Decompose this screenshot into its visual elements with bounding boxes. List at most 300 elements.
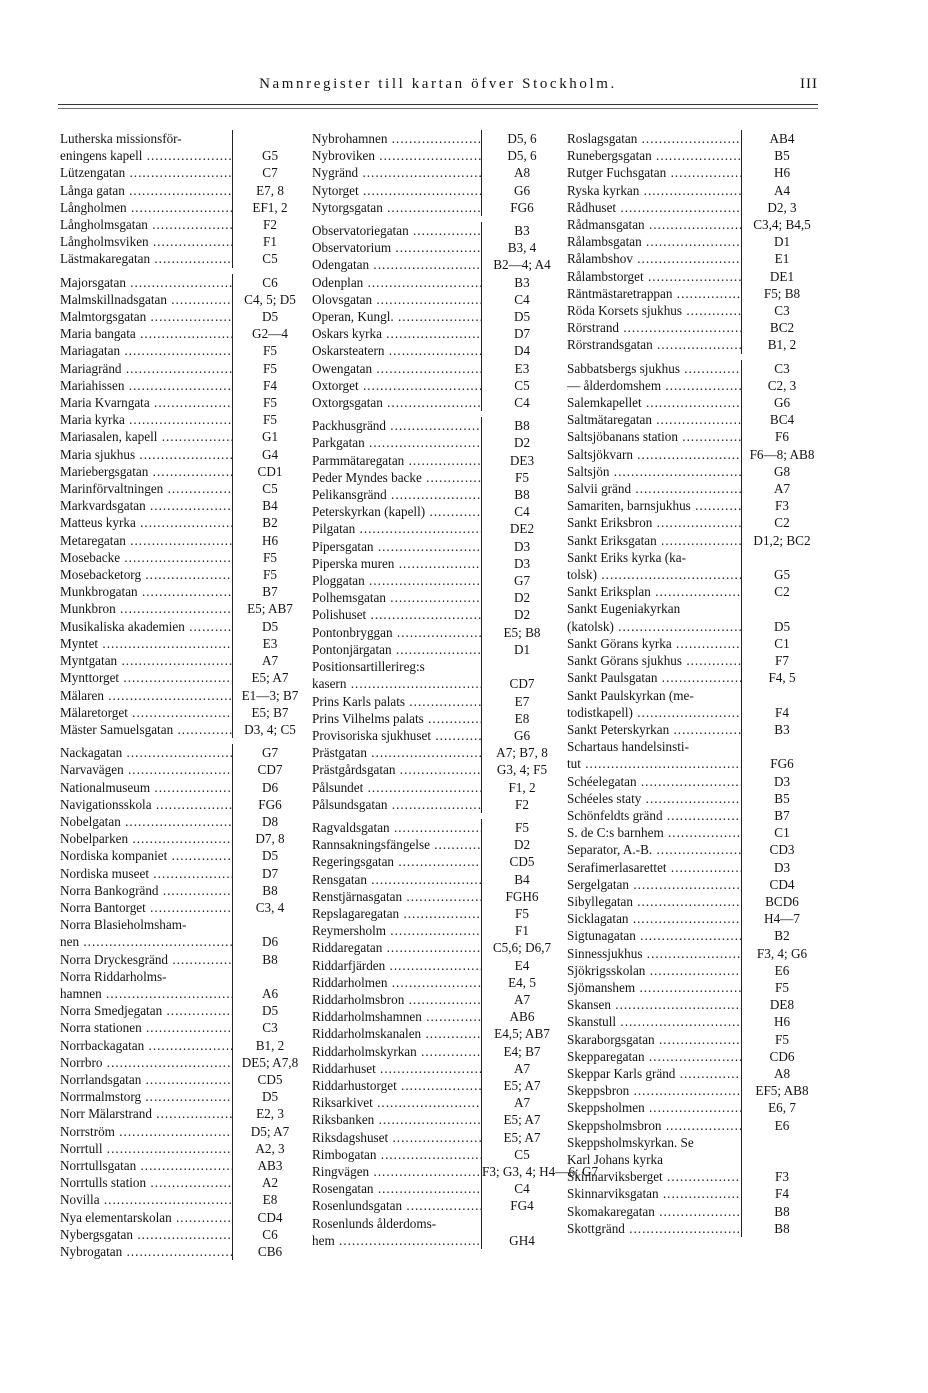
entry-term: Maria Kvarngata .....	[60, 394, 233, 411]
index-entry	[60, 951, 307, 968]
header-rule-thin	[58, 108, 818, 109]
entry-map-ref: FGH6	[505, 888, 539, 904]
index-entry	[312, 693, 562, 710]
index-entry	[567, 233, 822, 250]
entry-map-ref: D3	[773, 773, 791, 789]
entry-term: Peder Myndes backe .....	[312, 469, 482, 486]
index-entry	[567, 566, 822, 583]
entry-term: Maria sjukhus .....	[60, 446, 233, 463]
entry-map-ref: DE3	[509, 452, 535, 468]
index-entry	[312, 624, 562, 641]
entry-map-ref: F2	[263, 217, 277, 233]
index-entry	[312, 360, 562, 377]
entry-term: Nybrohamnen .....	[312, 130, 482, 147]
entry-map-ref: F3, 4; G6	[756, 945, 808, 961]
entry-map-ref: F7	[775, 653, 789, 669]
index-entry	[567, 147, 822, 164]
entry-map-ref: G7	[261, 745, 279, 761]
index-entry	[567, 164, 822, 181]
entry-term: Rensgatan .....	[312, 871, 482, 888]
entry-map-ref: CD5	[509, 854, 535, 870]
index-entry	[567, 411, 822, 428]
index-entry	[567, 268, 822, 285]
index-entry	[312, 325, 562, 342]
entry-term: Parkgatan .....	[312, 434, 482, 451]
index-entry	[567, 285, 822, 302]
entry-term: Rörstrandsgatan .....	[567, 336, 742, 353]
entry-map-ref: E5; A7	[503, 1112, 541, 1128]
entry-map-ref: E5; A7	[251, 670, 289, 686]
index-entry	[312, 853, 562, 870]
index-entry	[312, 974, 562, 991]
index-entry	[312, 1180, 562, 1197]
index-entry	[60, 916, 307, 933]
index-entry	[60, 1071, 307, 1088]
index-entry	[60, 1209, 307, 1226]
entry-term: Riddarhustorget .....	[312, 1077, 482, 1094]
index-entry	[60, 291, 307, 308]
index-entry	[60, 274, 307, 291]
entry-map-ref: F5	[515, 905, 529, 921]
entry-term: Skansen .....	[567, 996, 742, 1013]
index-entry	[312, 641, 562, 658]
entry-term: Skaraborgsgatan .....	[567, 1031, 742, 1048]
entry-map-ref: E1	[774, 251, 790, 267]
index-entry	[312, 1008, 562, 1025]
index-entry	[312, 417, 562, 434]
entry-map-ref: A7	[513, 991, 531, 1007]
entry-map-ref: D7	[261, 865, 279, 881]
index-entry	[567, 1048, 822, 1065]
entry-term: Saltsjökvarn .....	[567, 446, 742, 463]
entry-map-ref: C5,6; D6,7	[492, 940, 552, 956]
index-entry	[60, 704, 307, 721]
entry-map-ref: B8	[774, 1203, 790, 1219]
entry-map-ref: F4	[775, 1186, 789, 1202]
entry-term: Karl Johans kyrka	[567, 1151, 742, 1168]
index-entry	[60, 549, 307, 566]
entry-term: Mosebacketorg .....	[60, 566, 233, 583]
entry-map-ref: D5	[261, 309, 279, 325]
entry-map-ref: FG4	[510, 1198, 534, 1214]
index-entry	[60, 882, 307, 899]
entry-term: Norra Blasieholmsham-	[60, 916, 233, 933]
index-entry	[60, 744, 307, 761]
entry-map-ref: AB6	[509, 1009, 535, 1025]
entry-term: Nybroviken .....	[312, 147, 482, 164]
index-entry	[312, 434, 562, 451]
index-entry	[567, 755, 822, 772]
entry-map-ref: A7	[513, 1095, 531, 1111]
entry-map-ref: F6—8; AB8	[749, 446, 815, 462]
entry-map-ref: A7	[773, 481, 791, 497]
entry-term: hem .....	[312, 1232, 482, 1249]
entry-map-ref: D5	[261, 1089, 279, 1105]
index-entry	[567, 1203, 822, 1220]
entry-term: Repslagaregatan .....	[312, 905, 482, 922]
entry-map-ref: B2—4; A4	[493, 257, 551, 273]
entry-map-ref: CD4	[769, 876, 795, 892]
index-entry	[567, 1013, 822, 1030]
index-entry	[312, 905, 562, 922]
entry-term: Skeppsholmen .....	[567, 1099, 742, 1116]
entry-map-ref: C6	[262, 1226, 278, 1242]
index-entry	[60, 865, 307, 882]
entry-term: Parmmätaregatan .....	[312, 452, 482, 469]
entry-map-ref: D3, 4; C5	[244, 721, 296, 737]
index-entry	[567, 721, 822, 738]
entry-map-ref: A2, 3	[255, 1140, 285, 1156]
entry-map-ref: F4	[775, 704, 789, 720]
index-entry	[312, 503, 562, 520]
index-entry	[312, 520, 562, 537]
entry-term: Ryska kyrkan .....	[567, 182, 742, 199]
entry-term: Renstjärnasgatan .....	[312, 888, 482, 905]
entry-term: Norra stationen .....	[60, 1019, 233, 1036]
entry-map-ref: F2	[515, 796, 529, 812]
index-entry	[60, 233, 307, 250]
entry-term: Sergelgatan .....	[567, 876, 742, 893]
entry-term: Oskars kyrka .....	[312, 325, 482, 342]
entry-map-ref: B3	[774, 721, 790, 737]
index-entry	[60, 532, 307, 549]
index-entry	[60, 497, 307, 514]
index-entry	[567, 876, 822, 893]
entry-map-ref: A4	[773, 182, 791, 198]
entry-term: Nya elementarskolan .....	[60, 1209, 233, 1226]
entry-map-ref: H6	[773, 1014, 791, 1030]
entry-map-ref: C2	[774, 515, 790, 531]
entry-term: Lützengatan .....	[60, 164, 233, 181]
entry-term: Riddarfjärden .....	[312, 957, 482, 974]
entry-term: Norra Bankogränd .....	[60, 882, 233, 899]
entry-map-ref: C2, 3	[767, 377, 797, 393]
index-entry	[60, 1105, 307, 1122]
entry-term: Prästgatan .....	[312, 744, 482, 761]
entry-map-ref: G8	[773, 463, 791, 479]
entry-map-ref: D3	[773, 859, 791, 875]
entry-term: Markvardsgatan .....	[60, 497, 233, 514]
entry-term: Norrbackagatan .....	[60, 1037, 233, 1054]
entry-term: Skeppsholmsbron .....	[567, 1117, 742, 1134]
entry-map-ref: F5	[263, 343, 277, 359]
index-entry	[312, 991, 562, 1008]
entry-map-ref: F4, 5	[768, 670, 796, 686]
index-entry	[312, 256, 562, 273]
entry-map-ref: A7	[513, 1060, 531, 1076]
entry-map-ref: B4	[514, 871, 530, 887]
index-entry	[312, 888, 562, 905]
index-entry	[312, 871, 562, 888]
entry-term: Nordiska kompaniet .....	[60, 847, 233, 864]
entry-map-ref: D1	[513, 641, 531, 657]
index-entry	[312, 452, 562, 469]
entry-term: Schönfeldts gränd .....	[567, 807, 742, 824]
entry-term: Myntgatan .....	[60, 652, 233, 669]
entry-term: Sankt Eriksgatan .....	[567, 532, 742, 549]
index-entry	[312, 377, 562, 394]
entry-term: Norrbro .....	[60, 1054, 233, 1071]
index-entry	[312, 1111, 562, 1128]
index-entry	[60, 446, 307, 463]
entry-term: Navigationsskola .....	[60, 796, 233, 813]
entry-map-ref: B5	[774, 148, 790, 164]
index-entry	[312, 199, 562, 216]
entry-term: Rådhuset .....	[567, 199, 742, 216]
entry-map-ref: D5, 6	[507, 131, 537, 146]
index-entry	[567, 360, 822, 377]
index-entry	[60, 583, 307, 600]
entry-term: Mariagränd .....	[60, 360, 233, 377]
entry-term: Rosenlundsgatan .....	[312, 1197, 482, 1214]
index-entry	[312, 147, 562, 164]
entry-map-ref: B2	[774, 928, 790, 944]
entry-map-ref: E3	[262, 635, 278, 651]
entry-map-ref: A7; B7, 8	[496, 745, 548, 761]
index-entry	[567, 446, 822, 463]
entry-term: Norrtullsgatan .....	[60, 1157, 233, 1174]
entry-map-ref: EF5; AB8	[755, 1083, 809, 1099]
index-entry	[567, 790, 822, 807]
entry-term: Sinnessjukhus .....	[567, 945, 742, 962]
entry-map-ref: F5	[263, 360, 277, 376]
entry-map-ref: DE1	[769, 268, 795, 284]
index-entry	[312, 1094, 562, 1111]
entry-term: Munkbrogatan .....	[60, 583, 233, 600]
entry-map-ref: DE5; A7,8	[241, 1054, 299, 1070]
entry-term: Rålambshov .....	[567, 250, 742, 267]
entry-term: Nytorgsgatan .....	[312, 199, 482, 216]
index-entry	[312, 291, 562, 308]
entry-map-ref: D8	[261, 813, 279, 829]
entry-term: Munkbron .....	[60, 600, 233, 617]
entry-map-ref: D7	[513, 326, 531, 342]
index-entry	[312, 164, 562, 181]
index-entry	[60, 216, 307, 233]
entry-map-ref: F5	[263, 395, 277, 411]
entry-term: Matteus kyrka .....	[60, 514, 233, 531]
entry-term: hamnen .....	[60, 985, 233, 1002]
entry-map-ref: DE8	[769, 997, 795, 1013]
index-entry	[567, 807, 822, 824]
entry-map-ref: E6	[774, 1117, 790, 1133]
entry-term: Nobelparken .....	[60, 830, 233, 847]
entry-map-ref: E5; AB7	[247, 601, 293, 617]
entry-term: Oxtorgsgatan .....	[312, 394, 482, 411]
entry-term: S. de C:s barnhem .....	[567, 824, 742, 841]
entry-map-ref: FG6	[770, 756, 794, 772]
index-entry	[60, 761, 307, 778]
index-entry	[312, 796, 562, 813]
entry-term: Riksbanken .....	[312, 1111, 482, 1128]
entry-map-ref: D5	[261, 1003, 279, 1019]
index-entry	[60, 377, 307, 394]
index-entry	[567, 549, 822, 566]
entry-term: Nybergsgatan .....	[60, 1226, 233, 1243]
index-entry	[567, 687, 822, 704]
entry-map-ref: F5; B8	[763, 285, 801, 301]
entry-term: tolsk) .....	[567, 566, 742, 583]
entry-map-ref: C3	[774, 360, 790, 376]
entry-map-ref: G5	[773, 567, 791, 583]
entry-term: Rosengatan .....	[312, 1180, 482, 1197]
index-entry	[567, 704, 822, 721]
index-entry	[312, 486, 562, 503]
index-entry	[312, 819, 562, 836]
entry-map-ref: F5	[263, 549, 277, 565]
index-entry	[312, 836, 562, 853]
entry-map-ref: C4	[514, 291, 530, 307]
entry-term: Schéeles staty .....	[567, 790, 742, 807]
entry-map-ref: A8	[773, 1065, 791, 1081]
entry-map-ref: D5	[261, 848, 279, 864]
entry-map-ref: B2	[262, 515, 278, 531]
entry-map-ref: E6, 7	[768, 1100, 796, 1116]
index-entry	[312, 342, 562, 359]
entry-map-ref: E7, 8	[256, 182, 284, 198]
index-entry	[312, 394, 562, 411]
entry-map-ref: D5	[261, 618, 279, 634]
entry-map-ref: D5, 6	[507, 148, 537, 164]
entry-map-ref: G2—4	[252, 326, 288, 342]
index-entry	[567, 1082, 822, 1099]
index-entry	[60, 813, 307, 830]
index-column-3	[567, 130, 822, 1237]
entry-map-ref: E8	[514, 710, 530, 726]
entry-map-ref: C5	[514, 377, 530, 393]
entry-term: Prins Vilhelms palats .....	[312, 710, 482, 727]
entry-map-ref: BCD6	[765, 893, 799, 909]
entry-term: Peterskyrkan (kapell) .....	[312, 503, 482, 520]
entry-map-ref: F6	[775, 429, 789, 445]
index-entry	[312, 1197, 562, 1214]
index-entry	[60, 899, 307, 916]
index-entry	[312, 1043, 562, 1060]
entry-map-ref: B7	[262, 584, 278, 600]
index-entry	[567, 216, 822, 233]
index-entry	[60, 779, 307, 796]
index-entry	[312, 606, 562, 623]
index-entry	[312, 222, 562, 239]
index-column-1	[60, 130, 307, 1260]
entry-map-ref: D5	[513, 309, 531, 325]
entry-term: Schartaus handelsinsti-	[567, 738, 742, 755]
entry-map-ref: C4	[514, 395, 530, 411]
index-entry	[60, 250, 307, 267]
entry-term: Pålsundet .....	[312, 779, 482, 796]
entry-map-ref: F5	[515, 819, 529, 835]
entry-map-ref: E5; A7	[503, 1077, 541, 1093]
entry-map-ref: B4	[262, 498, 278, 514]
index-entry	[312, 1129, 562, 1146]
entry-term: Sankt Eriksbron .....	[567, 514, 742, 531]
entry-term: Mosebacke .....	[60, 549, 233, 566]
index-entry	[312, 1077, 562, 1094]
page-title: Namnregister till kartan öfver Stockholm.	[259, 76, 617, 92]
entry-map-ref: CD4	[257, 1209, 283, 1225]
entry-term: Skepparegatan .....	[567, 1048, 742, 1065]
index-entry	[312, 727, 562, 744]
index-entry	[312, 922, 562, 939]
index-entry	[312, 1215, 562, 1232]
entry-term: Oskarsteatern .....	[312, 342, 482, 359]
entry-term: Rålambstorget .....	[567, 268, 742, 285]
index-entry	[60, 968, 307, 985]
entry-map-ref: E1—3; B7	[241, 687, 299, 703]
entry-map-ref: DE2	[509, 521, 535, 537]
entry-term: Pontonbryggan .....	[312, 624, 482, 641]
entry-term: Riksdagshuset .....	[312, 1129, 482, 1146]
entry-map-ref: B3	[514, 223, 530, 239]
entry-term: Riksarkivet .....	[312, 1094, 482, 1111]
entry-map-ref: EF1, 2	[252, 199, 288, 215]
index-entry	[312, 761, 562, 778]
entry-term: Norra Bantorget .....	[60, 899, 233, 916]
entry-term: Nackagatan .....	[60, 744, 233, 761]
entry-term: Ringvägen .....	[312, 1163, 482, 1180]
entry-map-ref: G1	[261, 429, 279, 445]
entry-map-ref: E2, 3	[256, 1106, 284, 1122]
entry-map-ref: E4, 5	[508, 974, 536, 990]
entry-term: Mäster Samuelsgatan .....	[60, 721, 233, 738]
entry-term: Serafimerlasarettet .....	[567, 859, 742, 876]
entry-term: Sjökrigsskolan .....	[567, 962, 742, 979]
entry-term: Mariahissen .....	[60, 377, 233, 394]
entry-map-ref: D6	[261, 779, 279, 795]
entry-term: Nobelgatan .....	[60, 813, 233, 830]
entry-term: Riddarholmskyrkan .....	[312, 1043, 482, 1060]
entry-term: Schéelegatan .....	[567, 773, 742, 790]
entry-term: Pipersgatan .....	[312, 538, 482, 555]
index-entry	[567, 1099, 822, 1116]
index-entry	[567, 618, 822, 635]
entry-term: Norra Riddarholms-	[60, 968, 233, 985]
index-entry	[567, 463, 822, 480]
entry-map-ref: F4	[263, 377, 277, 393]
entry-term: Nybrogatan .....	[60, 1243, 233, 1260]
entry-term: Oxtorget .....	[312, 377, 482, 394]
index-entry	[567, 130, 822, 147]
index-entry	[60, 933, 307, 950]
entry-map-ref: C3	[262, 1020, 278, 1036]
index-entry	[567, 859, 822, 876]
entry-map-ref: B8	[514, 418, 530, 434]
index-entry	[60, 480, 307, 497]
index-entry	[567, 1151, 822, 1168]
entry-term: Norra Smedjegatan .....	[60, 1002, 233, 1019]
index-entry	[567, 669, 822, 686]
entry-map-ref: CD5	[257, 1071, 283, 1087]
entry-term: Räntmästaretrappan .....	[567, 285, 742, 302]
entry-map-ref: C4, 5; D5	[244, 291, 296, 307]
entry-term: Malmtorgsgatan .....	[60, 308, 233, 325]
entry-term: Långholmen .....	[60, 199, 233, 216]
index-entry	[567, 532, 822, 549]
entry-term: Odenplan .....	[312, 274, 482, 291]
entry-map-ref: A6	[261, 985, 279, 1001]
index-entry	[60, 796, 307, 813]
entry-map-ref: CD7	[509, 676, 535, 692]
index-entry	[567, 428, 822, 445]
entry-term: Skanstull .....	[567, 1013, 742, 1030]
entry-map-ref: B7	[774, 807, 790, 823]
entry-term: Runebergsgatan .....	[567, 147, 742, 164]
entry-term: Observatorium .....	[312, 239, 482, 256]
index-entry	[312, 675, 562, 692]
entry-term: Salvii gränd .....	[567, 480, 742, 497]
entry-term: Skeppsbron .....	[567, 1082, 742, 1099]
entry-map-ref: C3, 4	[255, 899, 285, 915]
